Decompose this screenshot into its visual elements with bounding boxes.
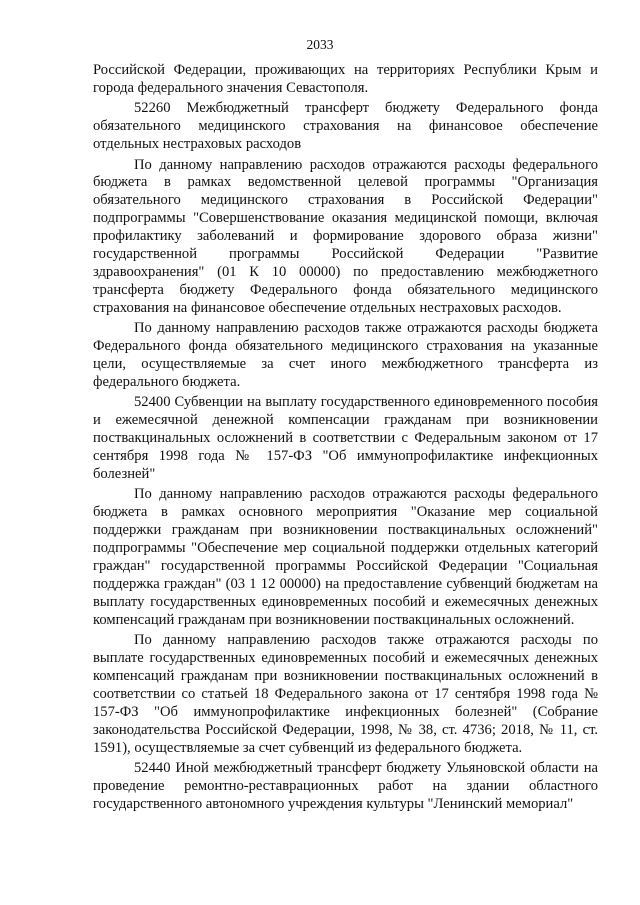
- paragraph-52400-additional: По данному направлению расходов также отражаются расходы по выплате государственных единовременных пособий и ежемесячных денежных компенсаций гражданам при возникновении поствакцинальных осложнений в соответствии со статьей 18 Федерального закона от 17 сентября 1998 года № 157-ФЗ "Об иммунопрофилактике инфекционных болезней" (Собрание законодательства Российской Федерации, 1998, № 38, ст. 4736; 2018, № 11, ст. 1591), осуществляемые за счет субвенций из федерального бюджета.: [93, 632, 598, 756]
- paragraph-continuation: Российской Федерации, проживающих на территориях Республики Крым и города федерального значения Севастополя.: [93, 62, 598, 96]
- paragraph-52440-heading: 52440 Иной межбюджетный трансферт бюджету Ульяновской области на проведение ремонтно-реставрационных работ на здании областного государственного автономного учреждения культуры "Ленинский мемориал": [93, 759, 598, 812]
- paragraph-52260-description: По данному направлению расходов отражаются расходы федерального бюджета в рамках ведомственной целевой программы "Организация обязательного медицинского страхования в Российской Федерации" подпрограммы "Совершенствование оказания медицинской помощи, включая профилактику заболеваний и формирование здорового образа жизни" государственной программы Российской Федерации "Развитие здравоохранения" (01 К 10 00000) по предоставлению межбюджетного трансферта бюджету Федерального фонда обязательного медицинского страхования на финансовое обеспечение отдельных нестраховых расходов.: [93, 156, 598, 316]
- paragraph-52400-description: По данному направлению расходов отражаются расходы федерального бюджета в рамках основного мероприятия "Оказание мер социальной поддержки гражданам при возникновении поствакцинальных осложнений" подпрограммы "Обеспечение мер социальной поддержки отдельных категорий граждан" государственной программы Российской Федерации "Социальная поддержка граждан" (03 1 12 00000) на предоставление субвенций бюджетам на выплату государственных единовременных пособий и ежемесячных денежных компенсаций гражданам при возникновении поствакцинальных осложнений.: [93, 486, 598, 628]
- page-number: 2033: [306, 37, 334, 52]
- document-body: [93, 62, 598, 816]
- paragraph-52400-heading: 52400 Субвенции на выплату государственного единовременного пособия и ежемесячной денежной компенсации гражданам при возникновении поствакцинальных осложнений в соответствии с Федеральным законом от 17 сентября 1998 года № 157-ФЗ "Об иммунопрофилактике инфекционных болезней": [93, 394, 598, 482]
- paragraph-52260-heading: 52260 Межбюджетный трансферт бюджету Федерального фонда обязательного медицинского страхования на финансовое обеспечение отдельных нестраховых расходов: [93, 100, 598, 153]
- paragraph-52260-additional: По данному направлению расходов также отражаются расходы бюджета Федерального фонда обязательного медицинского страхования на указанные цели, осуществляемые за счет иного межбюджетного трансферта из федерального бюджета.: [93, 320, 598, 390]
